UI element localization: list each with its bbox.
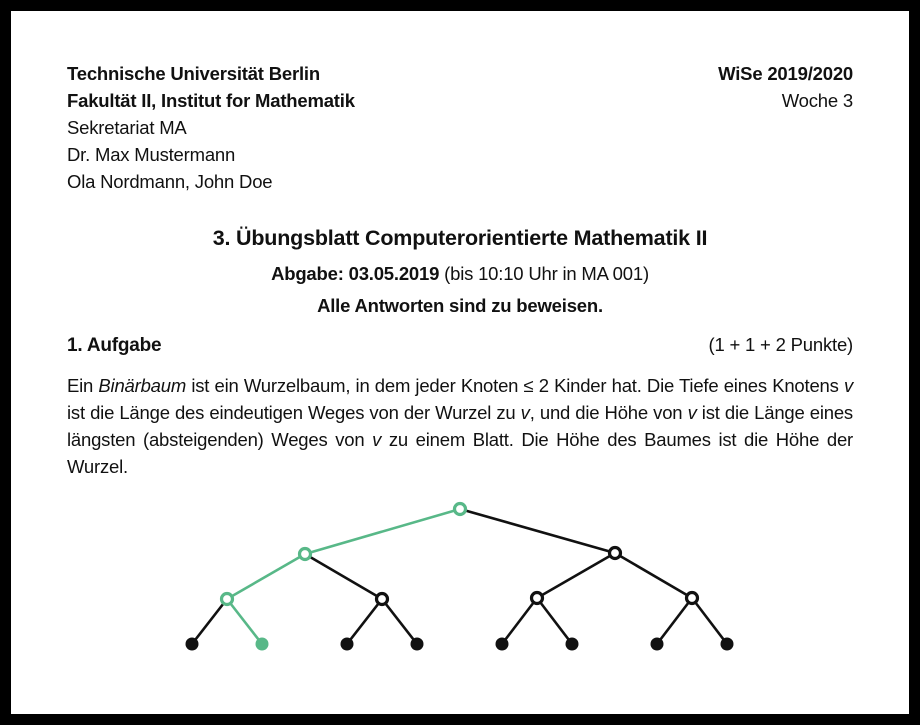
tree-edge xyxy=(227,599,262,644)
page-title: 3. Übungsblatt Computerorientierte Mathematik II xyxy=(212,226,708,250)
tree-node-n2a xyxy=(222,594,233,605)
tree-node-n2b xyxy=(377,594,388,605)
assistants-line: Ola Nordmann, John Doe xyxy=(67,171,273,192)
tree-edge xyxy=(615,553,692,598)
tree-node-l3 xyxy=(341,638,354,651)
tree-edge xyxy=(692,598,727,644)
lecturer-line: Dr. Max Mustermann xyxy=(67,144,236,165)
task-paragraph xyxy=(67,372,853,480)
tree-edge xyxy=(305,509,460,554)
tree-edge xyxy=(537,553,615,598)
italic-term: v xyxy=(843,375,853,396)
tree-edge xyxy=(502,598,537,644)
tree-node-l7 xyxy=(651,638,664,651)
tree-edge xyxy=(460,509,615,553)
tree-node-l8 xyxy=(721,638,734,651)
paragraph-text: Ein xyxy=(67,375,99,396)
tree-node-n2d xyxy=(687,593,698,604)
task-points: (1 + 1 + 2 Punkte) xyxy=(708,334,853,355)
tree-edge xyxy=(382,599,417,644)
tree-edge xyxy=(347,599,382,644)
faculty-line: Fakultät II, Institut for Mathematik xyxy=(67,90,355,111)
italic-term: v xyxy=(520,402,530,423)
paragraph-text: zu einem Blatt. Die Höhe des Baumes ist die Höhe der Wurzel. xyxy=(67,429,854,477)
tree-node-l5 xyxy=(496,638,509,651)
task-heading: 1. Aufgabe xyxy=(67,335,162,356)
tree-edge xyxy=(227,554,305,599)
italic-term: v xyxy=(687,402,697,423)
italic-term: v xyxy=(372,429,382,450)
deadline-line xyxy=(67,260,853,287)
week-line: Woche 3 xyxy=(781,90,853,111)
tree-edge xyxy=(537,598,572,644)
paragraph-text: ist die Länge des eindeutigen Weges von der Wurzel zu xyxy=(67,402,521,423)
document-page xyxy=(11,11,909,714)
tree-node-root xyxy=(455,504,466,515)
tree-edge xyxy=(657,598,692,644)
tree-node-n1l xyxy=(300,549,311,560)
secretariat-line: Sekretariat MA xyxy=(67,117,187,138)
deadline-details: (bis 10:10 Uhr in MA 001) xyxy=(439,263,649,284)
tree-node-l2 xyxy=(256,638,269,651)
tree-node-l1 xyxy=(186,638,199,651)
tree-edge xyxy=(192,599,227,644)
header-left-block xyxy=(67,60,355,195)
paragraph-text: , und die Höhe von xyxy=(529,402,688,423)
header-right-block xyxy=(718,60,853,114)
binary-tree-figure xyxy=(150,483,770,663)
deadline-date: Abgabe: 03.05.2019 xyxy=(271,263,440,284)
instruction-note: Alle Antworten sind zu beweisen. xyxy=(317,295,603,316)
task-heading-row xyxy=(67,331,853,359)
institution-line: Technische Universität Berlin xyxy=(67,63,320,84)
document-header xyxy=(67,60,853,195)
tree-node-l6 xyxy=(566,638,579,651)
tree-node-n2c xyxy=(532,593,543,604)
tree-edge xyxy=(305,554,382,599)
paragraph-text: ist ein Wurzelbaum, in dem jeder Knoten ≤ 2 Kinder hat. Die Tiefe eines Knotens xyxy=(186,375,844,396)
title-block xyxy=(67,223,853,319)
semester-line: WiSe 2019/2020 xyxy=(718,63,853,84)
italic-term: Binärbaum xyxy=(98,375,187,396)
tree-node-l4 xyxy=(411,638,424,651)
paragraph-text: ist die Länge eines längsten (absteigenden) Weges von xyxy=(67,402,853,450)
tree-node-n1r xyxy=(610,548,621,559)
